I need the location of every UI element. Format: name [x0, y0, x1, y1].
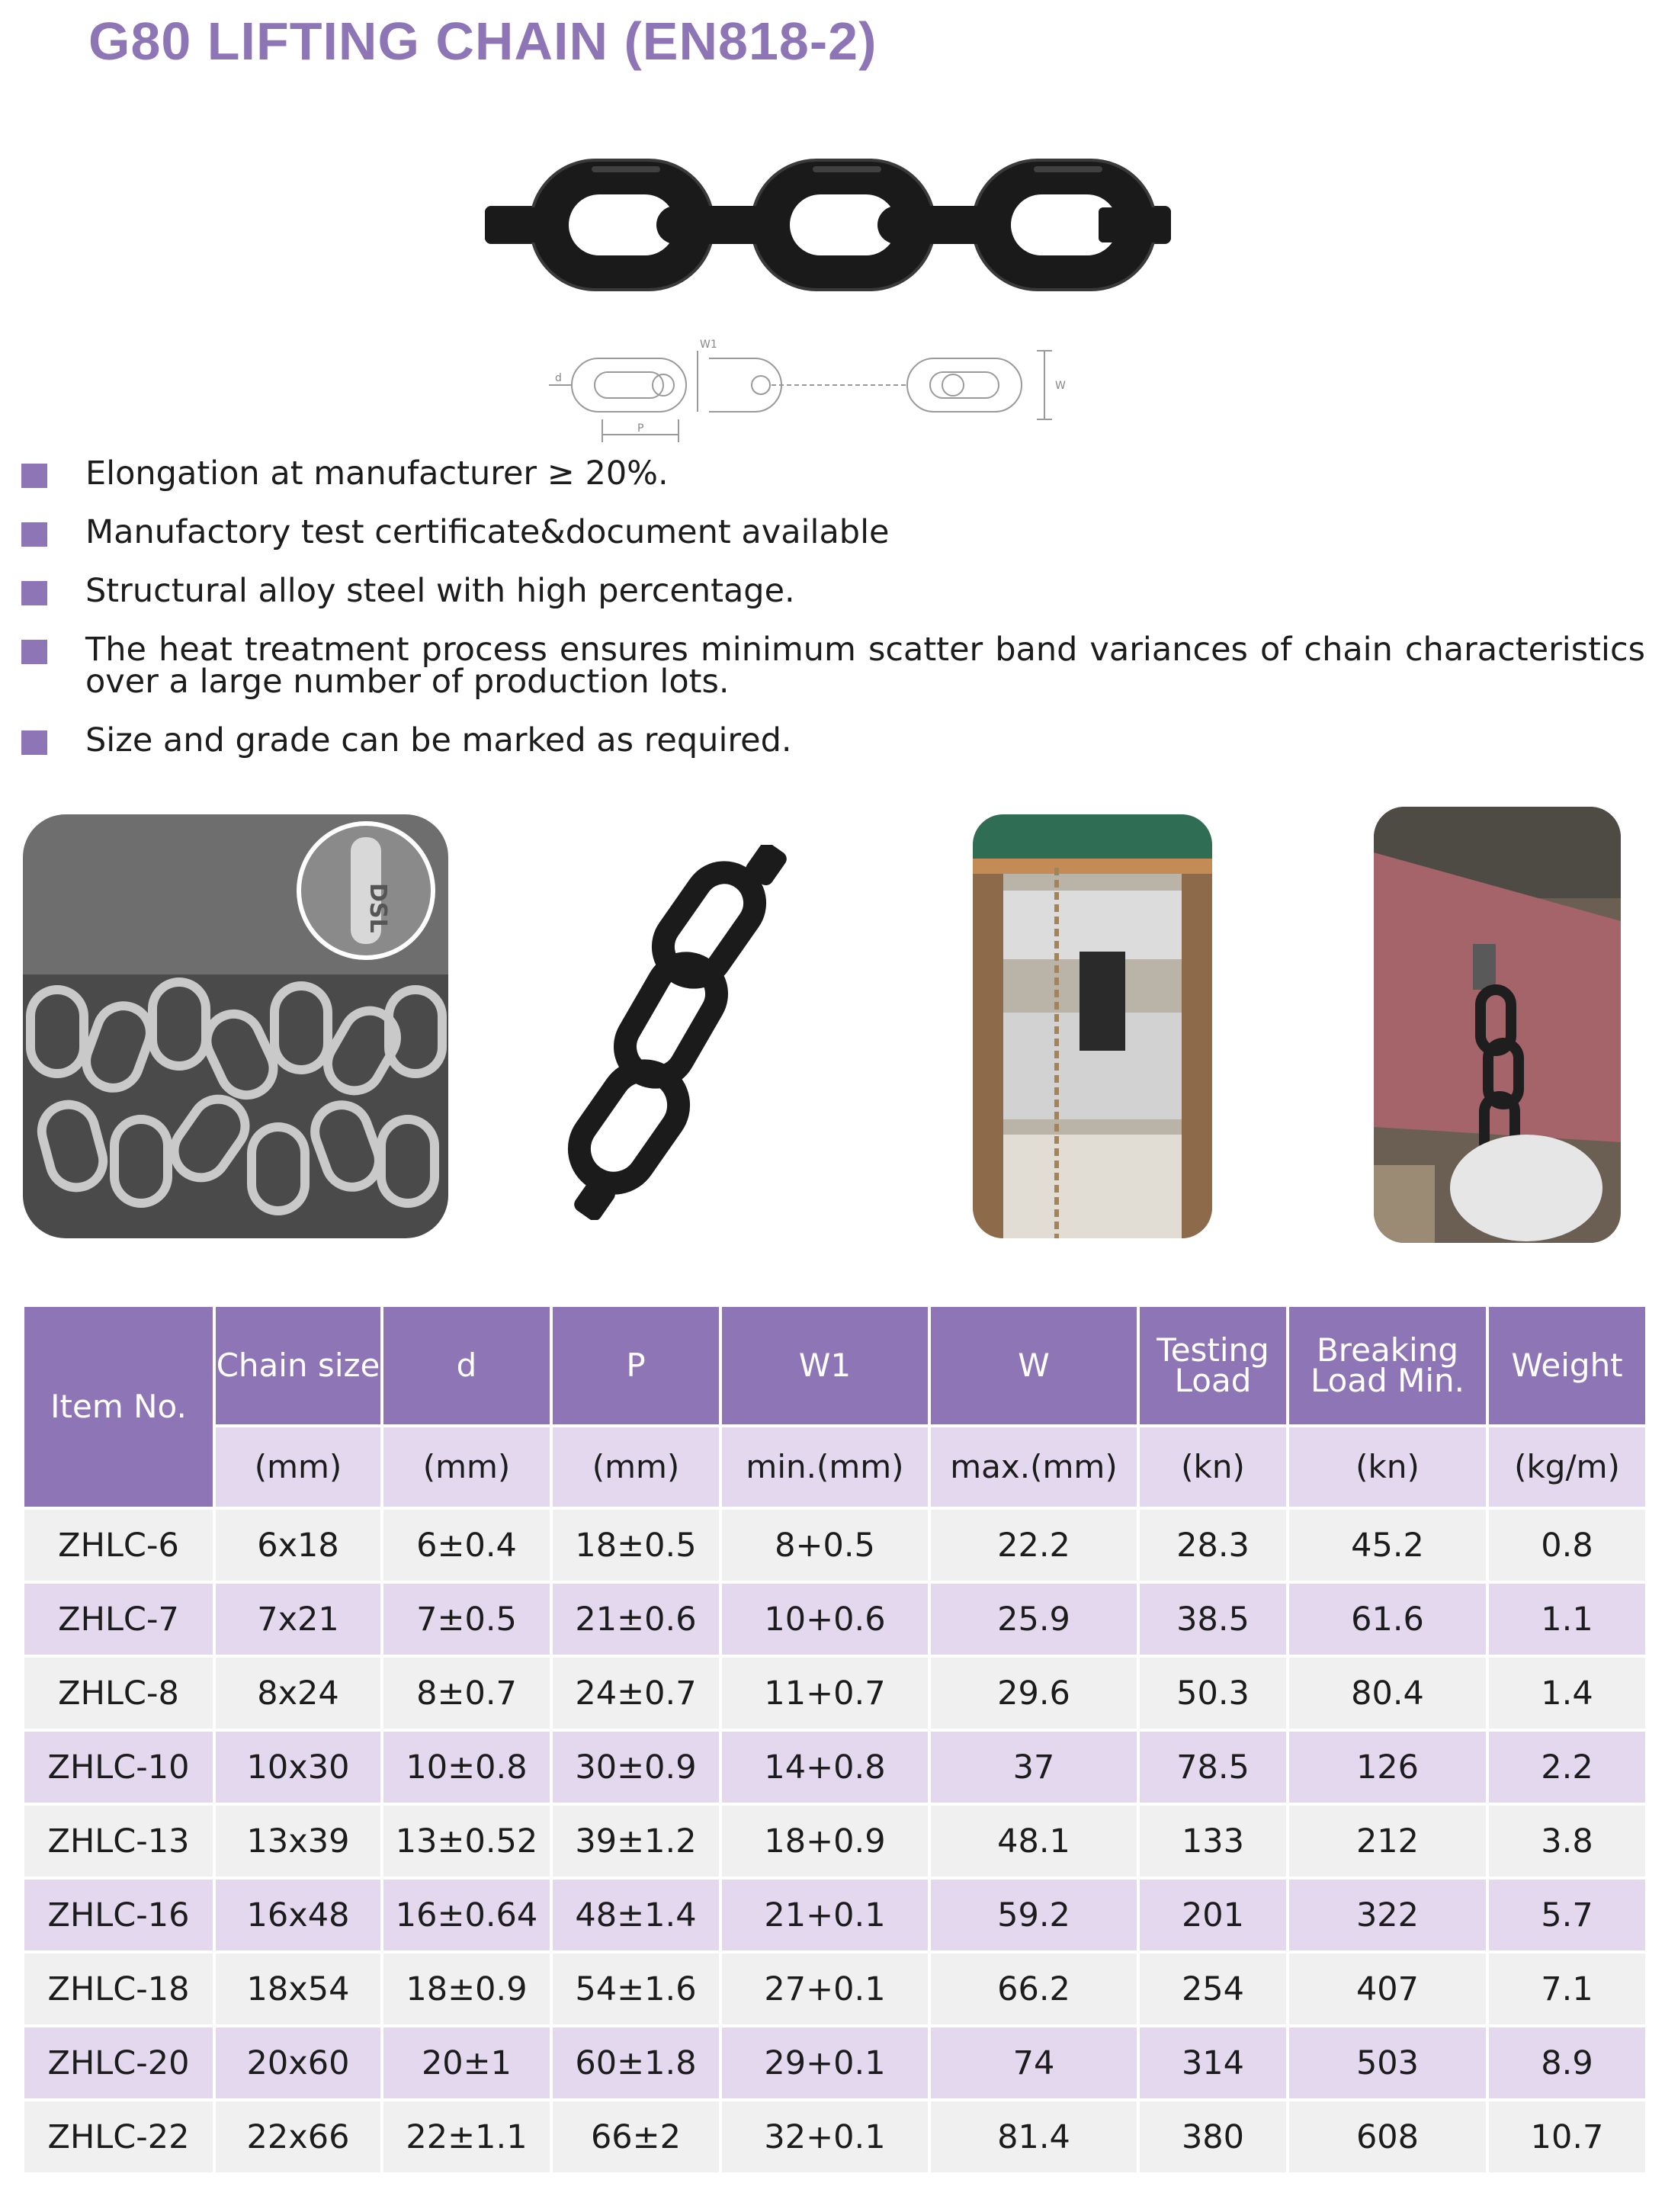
cell-d: 13±0.52 [382, 1804, 551, 1878]
diagram-label-p: P [637, 422, 644, 435]
page-title: G80 LIFTING CHAIN (EN818-2) [88, 11, 877, 71]
cell-chain-size: 16x48 [214, 1878, 382, 1952]
cell-p: 30±0.9 [551, 1730, 720, 1804]
chain-pile-photo [23, 814, 448, 1238]
header-w1: W1 [720, 1305, 929, 1426]
cell-d: 18±0.9 [382, 1952, 551, 2026]
diagram-label-d: d [555, 372, 562, 384]
cell-breaking-load: 126 [1288, 1730, 1487, 1804]
unit-breaking-load: (kn) [1288, 1426, 1487, 1508]
table-row [23, 1730, 1647, 1804]
table-row [23, 1952, 1647, 2026]
stamp-logo: DSL [364, 883, 391, 933]
cell-testing-load: 380 [1138, 2100, 1288, 2174]
cell-weight: 3.8 [1487, 1804, 1647, 1878]
cell-testing-load: 133 [1138, 1804, 1288, 1878]
list-item [21, 631, 1645, 701]
diagram-label-w: W [1055, 380, 1066, 392]
cell-w1: 14+0.8 [720, 1730, 929, 1804]
unit-d: (mm) [382, 1426, 551, 1508]
cell-w: 29.6 [929, 1656, 1138, 1730]
cell-breaking-load: 45.2 [1288, 1508, 1487, 1582]
cell-breaking-load: 503 [1288, 2026, 1487, 2100]
cell-w1: 27+0.1 [720, 1952, 929, 2026]
cell-weight: 7.1 [1487, 1952, 1647, 2026]
unit-weight: (kg/m) [1487, 1426, 1647, 1508]
cell-item-no: ZHLC-7 [23, 1582, 214, 1656]
cell-p: 54±1.6 [551, 1952, 720, 2026]
bullet-square-icon [21, 730, 47, 755]
unit-testing-load: (kn) [1138, 1426, 1288, 1508]
cell-weight: 1.1 [1487, 1582, 1647, 1656]
cell-testing-load: 28.3 [1138, 1508, 1288, 1582]
list-item [21, 721, 1645, 759]
cell-item-no: ZHLC-22 [23, 2100, 214, 2174]
table-row [23, 2100, 1647, 2174]
cell-d: 10±0.8 [382, 1730, 551, 1804]
cell-chain-size: 6x18 [214, 1508, 382, 1582]
cell-testing-load: 38.5 [1138, 1582, 1288, 1656]
cell-p: 66±2 [551, 2100, 720, 2174]
cell-w1: 18+0.9 [720, 1804, 929, 1878]
header-p: P [551, 1305, 720, 1426]
cell-w1: 11+0.7 [720, 1656, 929, 1730]
header-d: d [382, 1305, 551, 1426]
feature-text: Manufactory test certificate&document available [85, 513, 890, 551]
cell-p: 24±0.7 [551, 1656, 720, 1730]
cell-w1: 10+0.6 [720, 1582, 929, 1656]
cell-d: 8±0.7 [382, 1656, 551, 1730]
cell-item-no: ZHLC-16 [23, 1878, 214, 1952]
cell-w: 66.2 [929, 1952, 1138, 2026]
cell-item-no: ZHLC-8 [23, 1656, 214, 1730]
cell-testing-load: 50.3 [1138, 1656, 1288, 1730]
cell-chain-size: 18x54 [214, 1952, 382, 2026]
cell-breaking-load: 608 [1288, 2100, 1487, 2174]
cell-breaking-load: 80.4 [1288, 1656, 1487, 1730]
cell-weight: 1.4 [1487, 1656, 1647, 1730]
cell-weight: 2.2 [1487, 1730, 1647, 1804]
cell-testing-load: 201 [1138, 1878, 1288, 1952]
table-row [23, 1878, 1647, 1952]
cell-chain-size: 22x66 [214, 2100, 382, 2174]
cell-p: 39±1.2 [551, 1804, 720, 1878]
cell-p: 18±0.5 [551, 1508, 720, 1582]
cell-w1: 32+0.1 [720, 2100, 929, 2174]
cell-w: 25.9 [929, 1582, 1138, 1656]
cell-item-no: ZHLC-20 [23, 2026, 214, 2100]
cell-p: 60±1.8 [551, 2026, 720, 2100]
header-item-no: Item No. [23, 1305, 214, 1508]
cell-d: 7±0.5 [382, 1582, 551, 1656]
header-weight: Weight [1487, 1305, 1647, 1426]
header-testing-load: Testing Load [1138, 1305, 1288, 1426]
cell-w1: 29+0.1 [720, 2026, 929, 2100]
list-item [21, 454, 1645, 493]
bullet-square-icon [21, 522, 47, 547]
cell-weight: 10.7 [1487, 2100, 1647, 2174]
table-row [23, 1508, 1647, 1582]
bullet-square-icon [21, 464, 47, 488]
feature-text: Structural alloy steel with high percentage. [85, 572, 795, 610]
cell-breaking-load: 212 [1288, 1804, 1487, 1878]
header-breaking-load: Breaking Load Min. [1288, 1305, 1487, 1426]
feature-text: Elongation at manufacturer ≥ 20%. [85, 454, 669, 493]
cell-p: 48±1.4 [551, 1878, 720, 1952]
cell-item-no: ZHLC-10 [23, 1730, 214, 1804]
cell-weight: 5.7 [1487, 1878, 1647, 1952]
cell-w: 22.2 [929, 1508, 1138, 1582]
cell-w: 74 [929, 2026, 1138, 2100]
header-chain-size: Chain size [214, 1305, 382, 1426]
unit-w1: min.(mm) [720, 1426, 929, 1508]
feature-text: Size and grade can be marked as required. [85, 721, 792, 759]
cell-p: 21±0.6 [551, 1582, 720, 1656]
specification-table [21, 1304, 1648, 2175]
bullet-square-icon [21, 640, 47, 664]
cell-breaking-load: 61.6 [1288, 1582, 1487, 1656]
table-row [23, 2026, 1647, 2100]
cell-breaking-load: 407 [1288, 1952, 1487, 2026]
cell-w1: 8+0.5 [720, 1508, 929, 1582]
cell-d: 22±1.1 [382, 2100, 551, 2174]
cell-item-no: ZHLC-6 [23, 1508, 214, 1582]
cell-weight: 0.8 [1487, 1508, 1647, 1582]
cell-chain-size: 7x21 [214, 1582, 382, 1656]
bullet-square-icon [21, 581, 47, 605]
feature-list [21, 454, 1645, 783]
cell-d: 20±1 [382, 2026, 551, 2100]
list-item [21, 572, 1645, 610]
unit-chain-size: (mm) [214, 1426, 382, 1508]
cell-testing-load: 78.5 [1138, 1730, 1288, 1804]
cell-testing-load: 314 [1138, 2026, 1288, 2100]
single-chain-photo [564, 845, 816, 1220]
diagram-label-w1: W1 [700, 339, 717, 351]
feature-text: The heat treatment process ensures minimum scatter band variances of chain characteristics over a large number of production lots. [85, 631, 1645, 701]
cell-d: 6±0.4 [382, 1508, 551, 1582]
chain-inspection-photo [1374, 807, 1621, 1243]
test-machine-photo [973, 814, 1212, 1238]
unit-p: (mm) [551, 1426, 720, 1508]
table-row [23, 1656, 1647, 1730]
cell-w: 48.1 [929, 1804, 1138, 1878]
chain-product-image [485, 152, 1171, 297]
cell-breaking-load: 322 [1288, 1878, 1487, 1952]
table-row [23, 1582, 1647, 1656]
cell-w: 81.4 [929, 2100, 1138, 2174]
cell-chain-size: 8x24 [214, 1656, 382, 1730]
cell-chain-size: 20x60 [214, 2026, 382, 2100]
cell-item-no: ZHLC-18 [23, 1952, 214, 2026]
header-w: W [929, 1305, 1138, 1426]
cell-testing-load: 254 [1138, 1952, 1288, 2026]
cell-chain-size: 10x30 [214, 1730, 382, 1804]
cell-item-no: ZHLC-13 [23, 1804, 214, 1878]
cell-w: 37 [929, 1730, 1138, 1804]
unit-w: max.(mm) [929, 1426, 1138, 1508]
cell-weight: 8.9 [1487, 2026, 1647, 2100]
list-item [21, 513, 1645, 551]
table-row [23, 1804, 1647, 1878]
cell-w1: 21+0.1 [720, 1878, 929, 1952]
cell-w: 59.2 [929, 1878, 1138, 1952]
cell-chain-size: 13x39 [214, 1804, 382, 1878]
cell-d: 16±0.64 [382, 1878, 551, 1952]
chain-dimension-diagram [549, 335, 1098, 450]
